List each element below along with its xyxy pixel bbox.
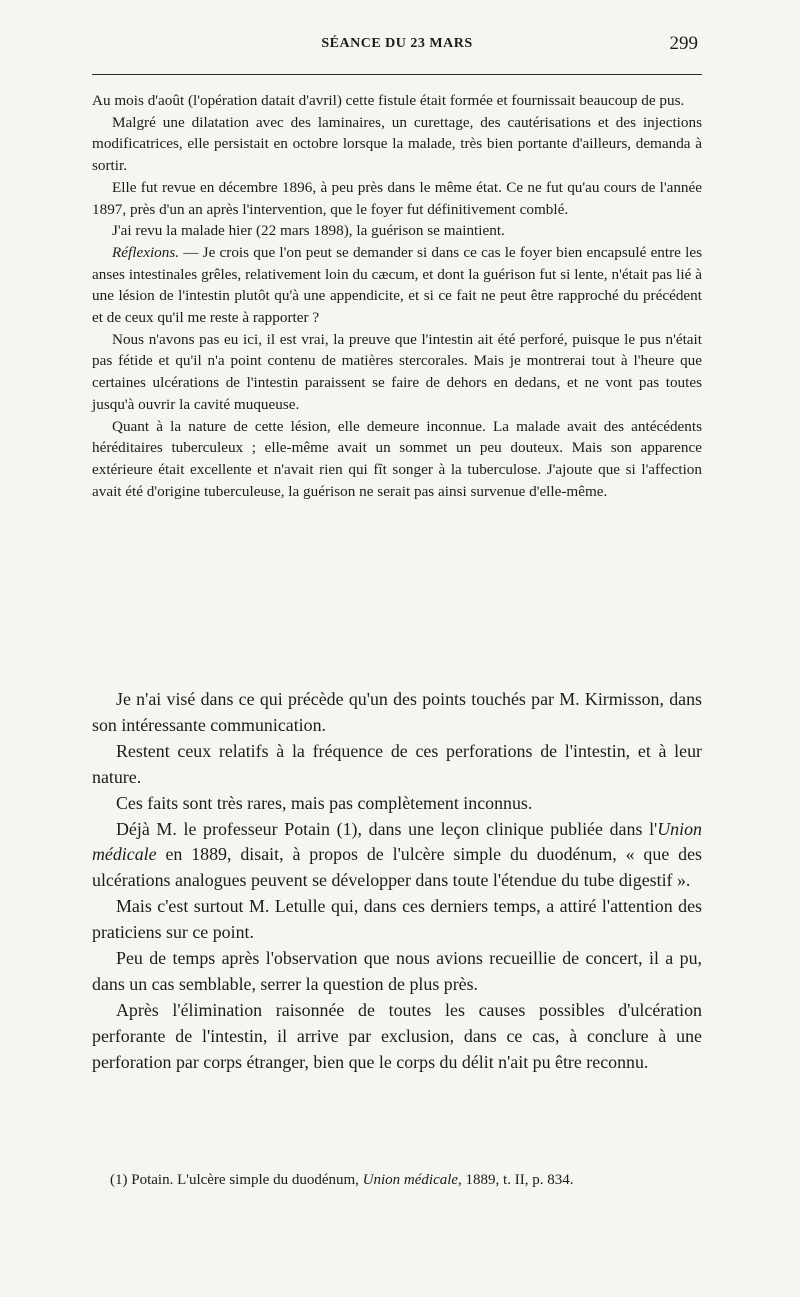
paragraph: Nous n'avons pas eu ici, il est vrai, la preuve que l'intestin ait été perforé, puisque le pus n'était pas fétide et qu'il n'a point contenu de matières stercorales. Mais je montrerai tout à l'heure que certaines ulcérations de l'intestin paraissent se faire de dehors en dedans, et ne vont pas toutes jusqu'à ouvrir la cavité muqueuse.	[92, 330, 702, 413]
text-span: Déjà M. le professeur Potain (1), dans une leçon clinique publiée dans l'	[116, 818, 658, 839]
paragraph: Ces faits sont très rares, mais pas complètement inconnus.	[116, 792, 533, 813]
paragraph: Peu de temps après l'observation que nous avions recueillie de concert, il a pu, dans un cas semblable, serrer la question de plus près.	[92, 948, 702, 994]
footnote-text: , 1889, t. II, p. 834.	[458, 1172, 574, 1188]
paragraph: Restent ceux relatifs à la fréquence de ces perforations de l'intestin, et à leur nature.	[92, 740, 702, 787]
observation-text	[92, 90, 702, 502]
page-header	[92, 33, 702, 60]
paragraph: Je n'ai visé dans ce qui précède qu'un des points touchés par M. Kirmisson, dans son intéressante communication.	[92, 689, 702, 735]
paragraph: Mais c'est surtout M. Letulle qui, dans ces derniers temps, a attiré l'attention des praticiens sur ce point.	[92, 896, 702, 943]
paragraph: Au mois d'août (l'opération datait d'avril) cette fistule était formée et fournissait beaucoup de pus.	[92, 92, 685, 109]
header-rule	[92, 74, 702, 75]
reflexions-paragraph	[92, 242, 702, 329]
main-text	[92, 687, 702, 1076]
potain-paragraph	[92, 817, 702, 895]
running-title: SÉANCE DU 23 MARS	[321, 36, 473, 51]
footnote-text: (1) Potain. L'ulcère simple du duodénum,	[110, 1172, 363, 1188]
page-number: 299	[669, 33, 698, 54]
reflexions-text: — Je crois que l'on peut se demander si dans ce cas le foyer bien encapsulé entre les anses intestinales grêles, relativement loin du cæcum, et dont la guérison fut si lente, n'était pas lié à une lésion de l'intestin plutôt qu'à une appendicite, et si ce fait ne peut être rapproché du précédent et de ceux qu'il me reste à rapporter ?	[92, 243, 702, 327]
reflexions-label: Réflexions.	[112, 243, 180, 261]
paragraph: Quant à la nature de cette lésion, elle demeure inconnue. La malade avait des antécédents héréditaires tuberculeux ; elle-même avait un sommet un peu douteux. Mais son apparence extérieure était excellente et n'avait rien qui fît songer à la tuberculose. J'ajoute que si l'affection avait été d'origine tuberculeuse, la guérison ne serait pas ainsi survenue d'elle-même.	[92, 417, 702, 500]
paragraph: Elle fut revue en décembre 1896, à peu près dans le même état. Ce ne fut qu'au cours de l'année 1897, près d'un an après l'intervention, que le foyer fut définitivement comblé.	[92, 178, 702, 218]
paragraph: J'ai revu la malade hier (22 mars 1898), la guérison se maintient.	[112, 222, 505, 240]
footnote	[92, 1170, 702, 1190]
text-span: en 1889, disait, à propos de l'ulcère simple du duodénum, « que des ulcérations analogues peuvent se développer dans toute l'étendue du tube digestif ».	[92, 844, 702, 891]
paragraph: Après l'élimination raisonnée de toutes les causes possibles d'ulcération perforante de l'intestin, il arrive par exclusion, dans ce cas, à conclure à une perforation par corps étranger, bien que le corps du délit n'ait pu être reconnu.	[92, 999, 702, 1072]
journal-title: Union médicale	[92, 818, 702, 865]
footnote-journal: Union médicale	[362, 1172, 459, 1188]
paragraph: Malgré une dilatation avec des laminaires, un curettage, des cautérisations et des injections modificatrices, elle persistait en octobre lorsque la malade, très bien portante d'ailleurs, demanda à sortir.	[92, 113, 702, 175]
